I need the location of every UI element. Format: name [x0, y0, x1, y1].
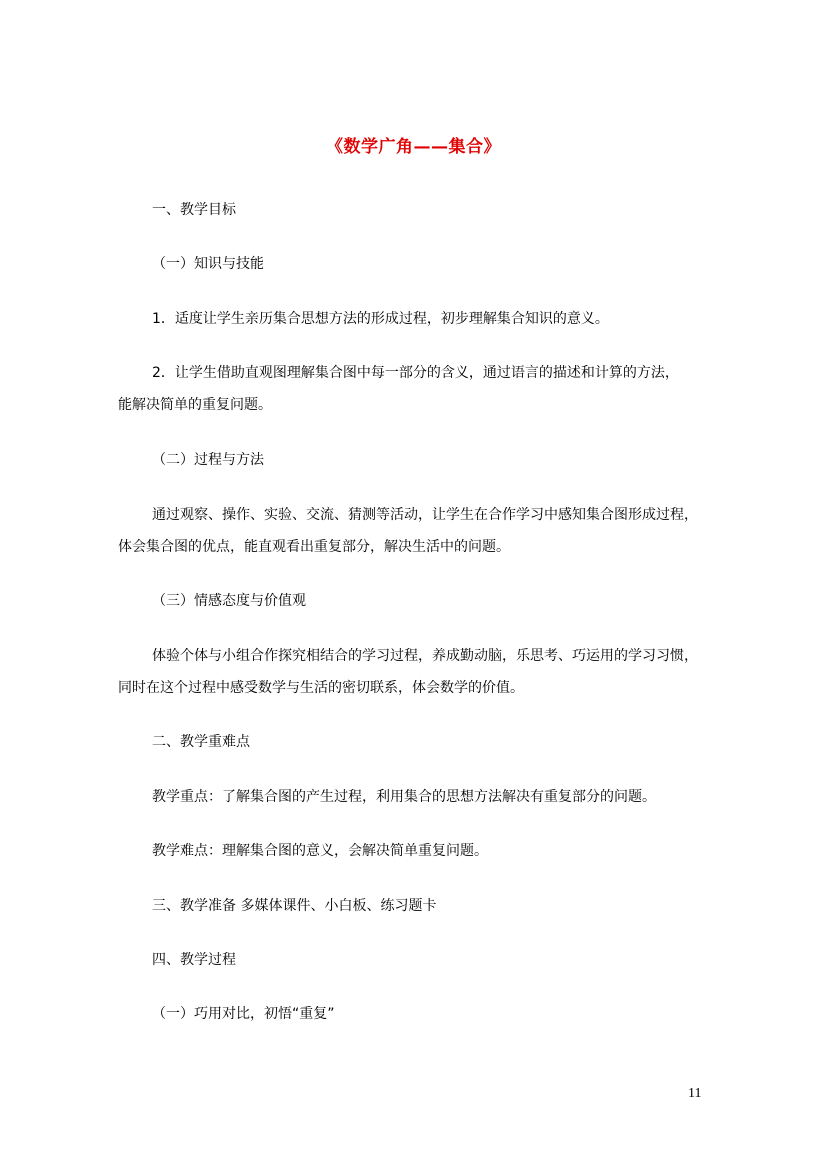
- section-heading-preparation: 三、教学准备 多媒体课件、小白板、练习题卡: [152, 898, 437, 914]
- subsection-heading-comparison: （一）巧用对比，初悟“重复”: [152, 1006, 335, 1022]
- paragraph-line: 能解决简单的重复问题。: [118, 397, 272, 413]
- subsection-heading-process: （二）过程与方法: [152, 452, 264, 468]
- section-heading-key-points: 二、教学重难点: [152, 734, 250, 750]
- paragraph-line: 体会集合图的优点，能直观看出重复部分，解决生活中的问题。: [118, 539, 510, 555]
- subsection-heading-knowledge: （一）知识与技能: [152, 256, 264, 272]
- paragraph-line: 体验个体与小组合作探究相结合的学习过程，养成勤动脑，乐思考、巧运用的学习习惯，: [152, 648, 698, 664]
- paragraph-line: 通过观察、操作、实验、交流、猜测等活动，让学生在合作学习中感知集合图形成过程，: [152, 507, 698, 523]
- paragraph-line: 1．适度让学生亲历集合思想方法的形成过程，初步理解集合知识的意义。: [152, 311, 609, 327]
- page-number: 11: [688, 1086, 702, 1101]
- document-title: 《数学广角——集合》: [326, 137, 501, 157]
- paragraph-line: 同时在这个过程中感受数学与生活的密切联系，体会数学的价值。: [118, 680, 524, 696]
- paragraph-line: 2．让学生借助直观图理解集合图中每一部分的含义，通过语言的描述和计算的方法，: [152, 365, 679, 381]
- paragraph-line: 教学难点：理解集合图的意义，会解决简单重复问题。: [152, 843, 488, 859]
- subsection-heading-attitude: （三）情感态度与价值观: [152, 593, 306, 609]
- paragraph-line: 教学重点：了解集合图的产生过程，利用集合的思想方法解决有重复部分的问题。: [152, 789, 656, 805]
- section-heading-objectives: 一、教学目标: [152, 202, 236, 218]
- section-heading-process: 四、教学过程: [152, 952, 236, 968]
